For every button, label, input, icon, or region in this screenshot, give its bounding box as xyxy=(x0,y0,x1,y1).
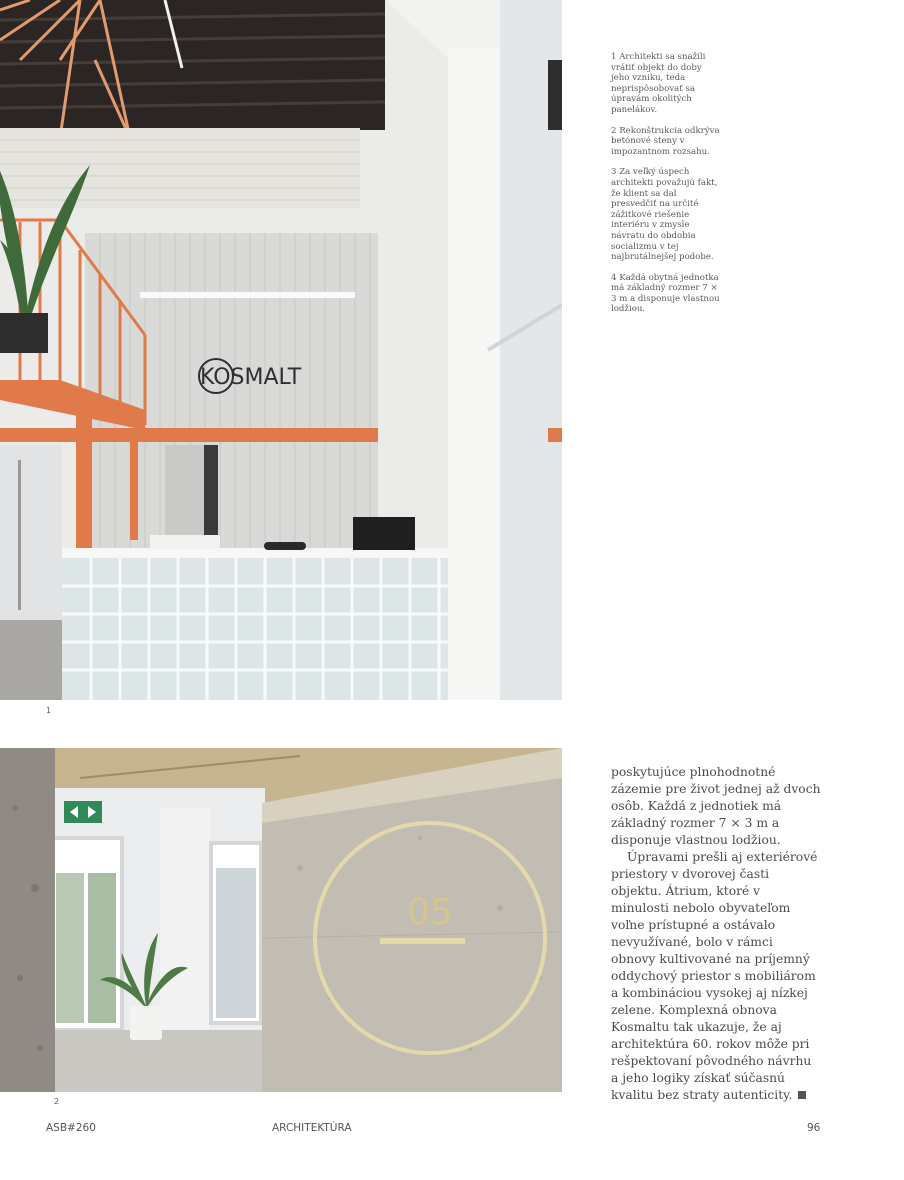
caption-3: 3 Za veľký úspech architekti považujú fakt, že klient sa dal presvedčiť na určité zážitkové riešenie interiéru v zmysle návratu do obdobia socializmu v tej najbrutálnejšej podobe. xyxy=(611,167,718,263)
figure-number-1: 1 xyxy=(46,706,52,715)
footer-issue: ASB#260 xyxy=(46,1122,96,1134)
captions-column xyxy=(611,52,721,325)
photo-corridor xyxy=(0,748,562,1092)
body-paragraph-2 xyxy=(611,849,821,1104)
end-mark-icon xyxy=(798,1091,806,1099)
body-paragraph-2-text: Úpravami prešli aj exteriérové priestory v dvorovej časti objektu. Átrium, ktoré v minulosti nebolo obyvateľom voľne prístupné a ostávalo nevyužívané, bolo v rámci obnovy kultivované na príjemný oddychový priestor s mobiliárom a kombináciou vysokej aj nízkej zelene. Komplexná obnova Kosmaltu tak ukazuje, že aj architektúra 60. rokov môže pri rešpektovaní pôvodného návrhu a jeho logiky získať súčasnú kvalitu bez straty autenticity. xyxy=(611,850,818,1102)
article-body xyxy=(611,764,821,1104)
reception-illustration xyxy=(0,0,562,700)
caption-4: 4 Každá obytná jednotka má základný rozmer 7 × 3 m a disponuje vlastnou lodžiou. xyxy=(611,272,720,315)
body-paragraph-1: poskytujúce plnohodnotné zázemie pre život jednej až dvoch osôb. Každá z jednotiek má základný rozmer 7 × 3 m a disponuje vlastnou lodžiou. xyxy=(611,765,821,847)
footer-section: ARCHITEKTÚRA xyxy=(272,1122,352,1134)
photo-reception xyxy=(0,0,562,700)
logo-text: KOSMALT xyxy=(200,365,302,390)
wall-number: 05 xyxy=(407,892,453,933)
corridor-illustration xyxy=(0,748,562,1092)
figure-number-2: 2 xyxy=(54,1097,60,1106)
caption-2: 2 Rekonštrukcia odkrýva betónové steny v impozantnom rozsahu. xyxy=(611,125,720,157)
page-number: 96 xyxy=(807,1122,821,1134)
caption-1: 1 Architekti sa snažili vrátiť objekt do doby jeho vzniku, teda neprispôsobovať sa úpravám okolitých panelákov. xyxy=(611,52,706,115)
